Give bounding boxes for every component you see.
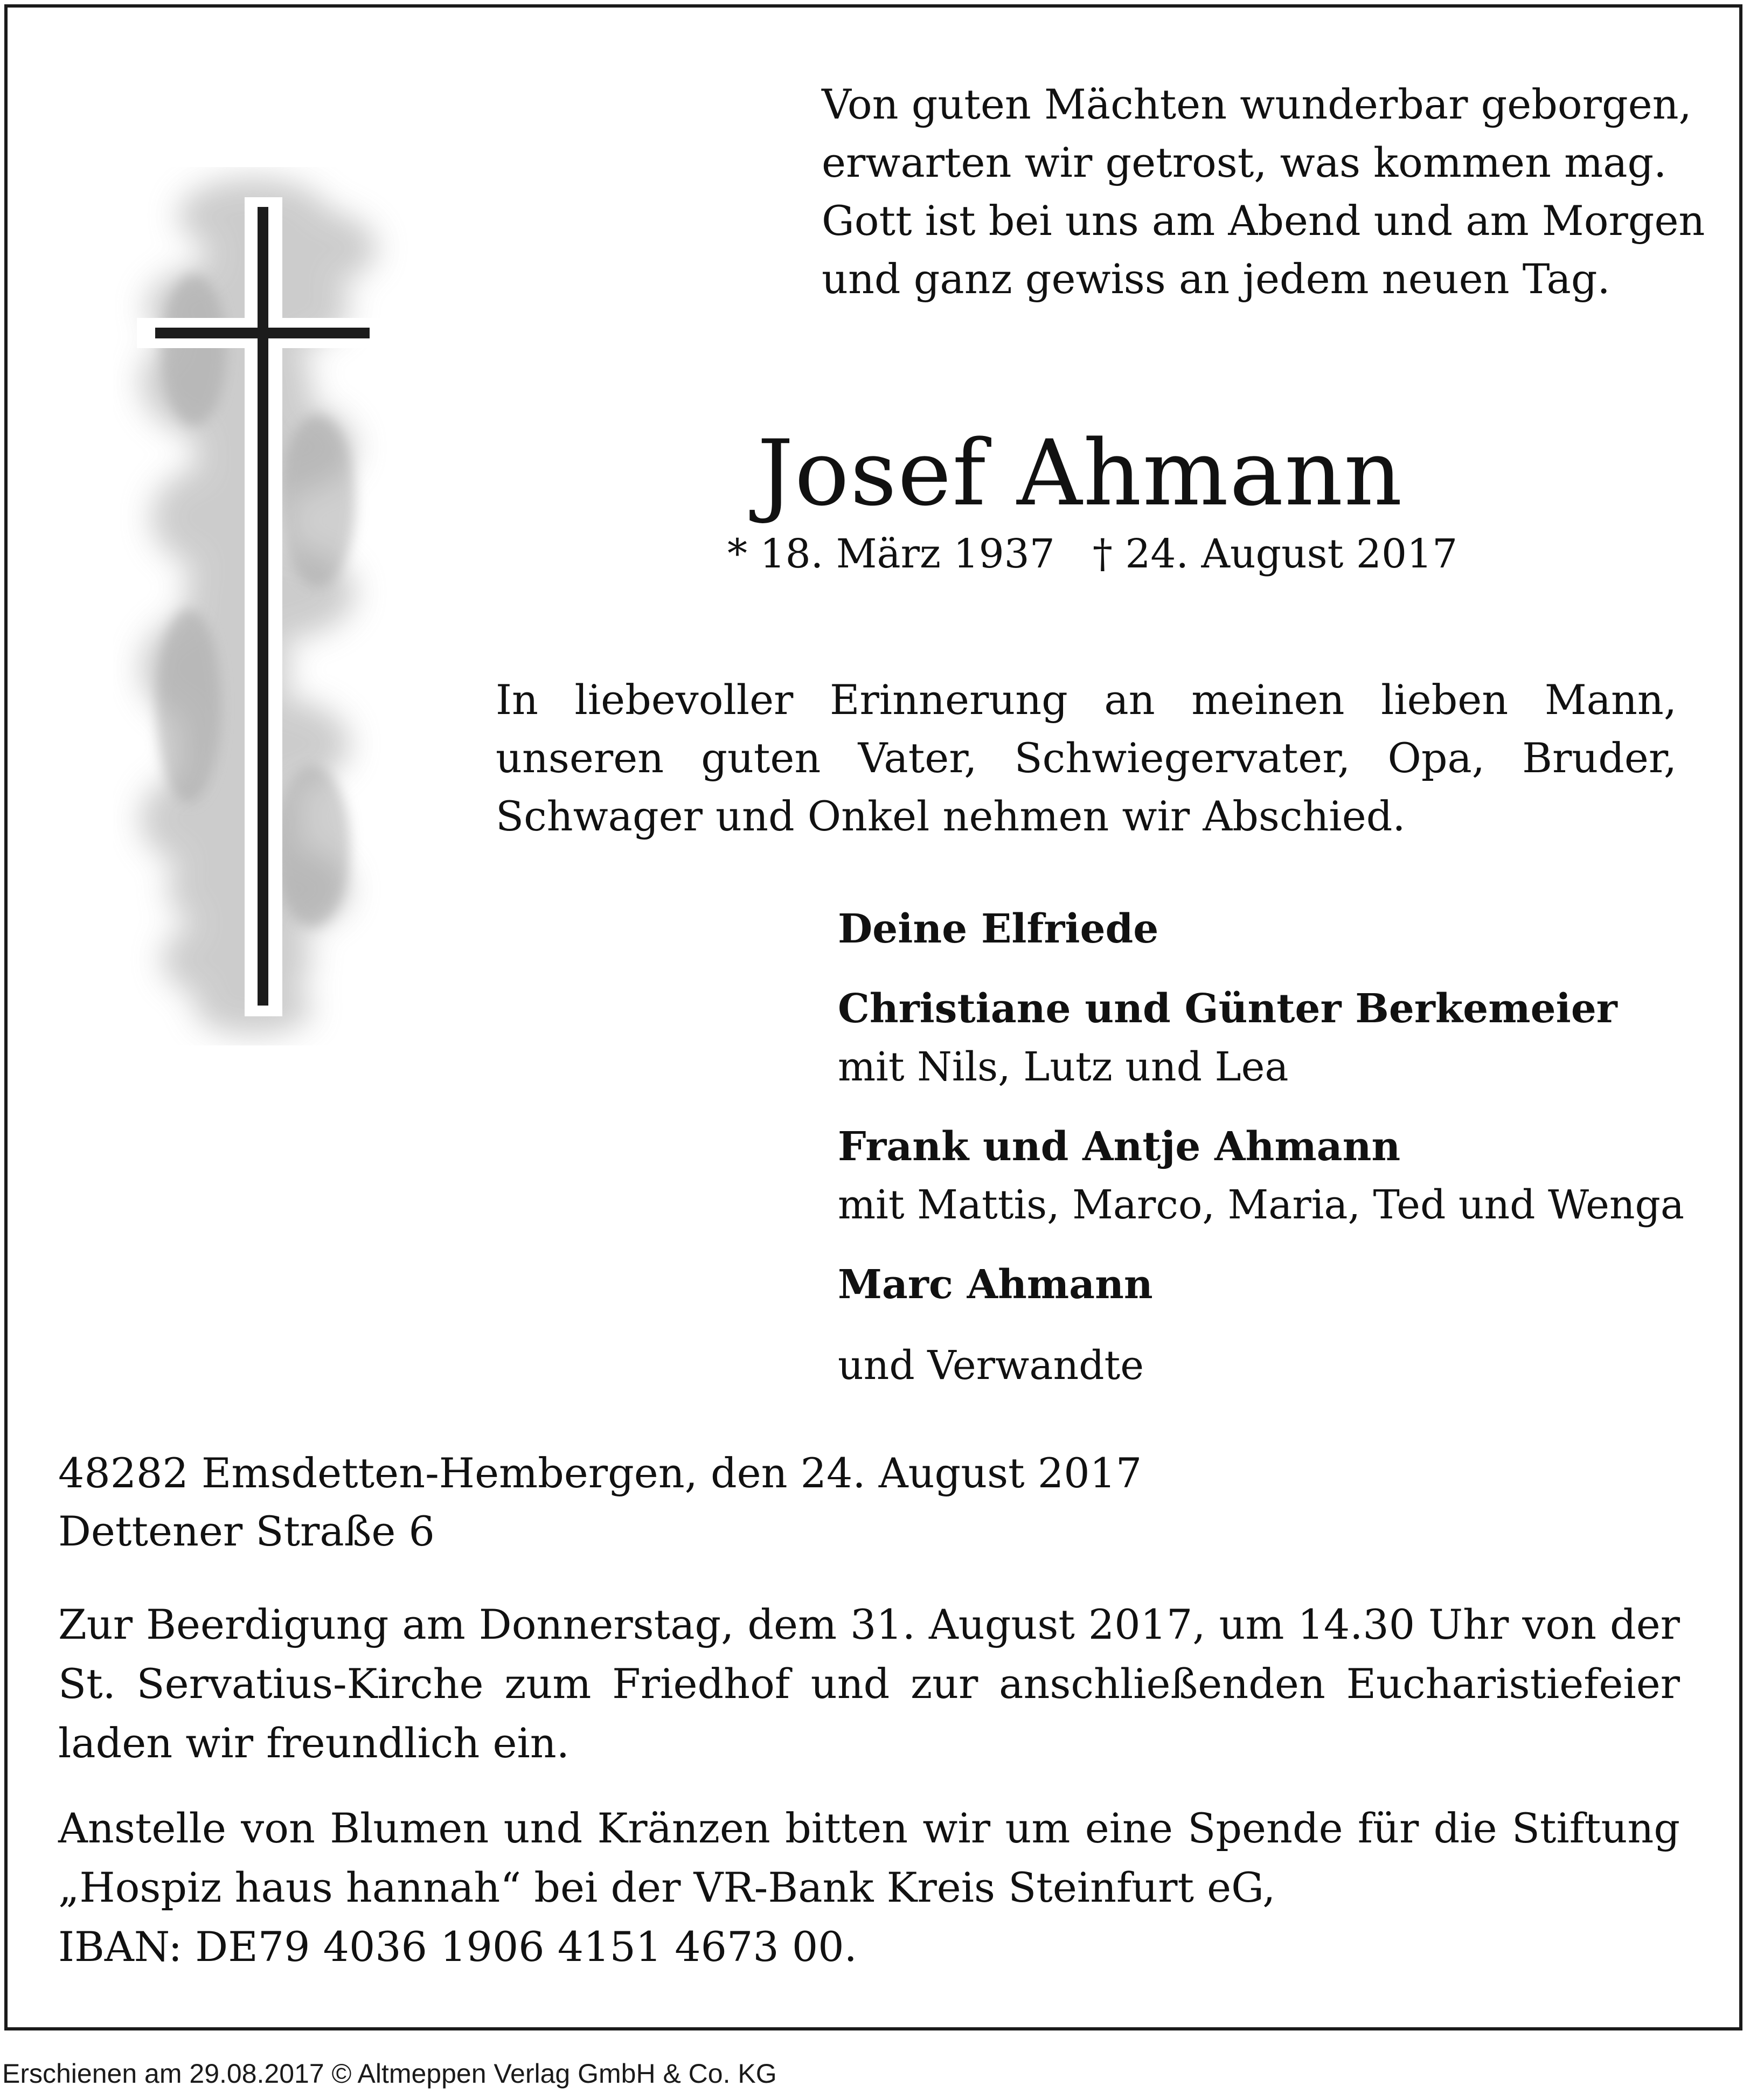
mourner-group-children: mit Mattis, Marco, Maria, Ted und Wenga: [838, 1182, 1685, 1228]
mourner-spouse: Deine Elfriede: [838, 906, 1159, 952]
poem: [822, 75, 1711, 308]
birth-date: * 18. März 1937: [727, 531, 1055, 577]
funeral-info: Zur Beerdigung am Donnerstag, dem 31. August 2017, um 14.30 Uhr von der St. Servatius-Kirche zum Friedhof und zur anschließenden Eucharistiefeier laden wir freundlich ein.: [58, 1600, 1680, 1767]
death-date: † 24. August 2017: [1092, 531, 1458, 577]
address-line: 48282 Emsdetten-Hembergen, den 24. August 2017: [58, 1449, 1142, 1497]
mourner-relatives: und Verwandte: [838, 1342, 1144, 1389]
mourner-group-name: Marc Ahmann: [838, 1262, 1153, 1308]
mourner-group-name: Christiane und Günter Berkemeier: [838, 986, 1617, 1032]
mourner-group-children: mit Nils, Lutz und Lea: [838, 1044, 1289, 1090]
donation-line: Anstelle von Blumen und Kränzen bitten wir um eine Spende für die Stiftung: [58, 1804, 1680, 1852]
donation-info: [58, 1799, 1680, 1977]
life-dates: [727, 527, 1457, 581]
poem-line: Von guten Mächten wunderbar geborgen,: [822, 80, 1692, 128]
donation-iban: IBAN: DE79 4036 1906 4151 4673 00.: [58, 1923, 857, 1971]
address-line: Dettener Straße 6: [58, 1507, 435, 1555]
poem-line: erwarten wir getrost, was kommen mag.: [822, 138, 1667, 186]
deceased-name: Josef Ahmann: [757, 420, 1404, 526]
poem-line: Gott ist bei uns am Abend und am Morgen: [822, 197, 1705, 245]
donation-line: „Hospiz haus hannah“ bei der VR-Bank Kreis Steinfurt eG,: [58, 1863, 1276, 1911]
intro-text: In liebevoller Erinnerung an meinen lieben Mann, unseren guten Vater, Schwiegervater, Opa, Bruder, Schwager und Onkel nehmen wir Abschied.: [496, 676, 1677, 840]
mourner-group-name: Frank und Antje Ahmann: [838, 1124, 1401, 1170]
mourners-list: [838, 900, 1711, 1395]
cross-icon: [113, 167, 442, 1045]
address-block: [58, 1444, 1680, 1561]
poem-line: und ganz gewiss an jedem neuen Tag.: [822, 255, 1610, 303]
publication-footer: Erschienen am 29.08.2017 © Altmeppen Verlag GmbH & Co. KG: [2, 2059, 777, 2089]
